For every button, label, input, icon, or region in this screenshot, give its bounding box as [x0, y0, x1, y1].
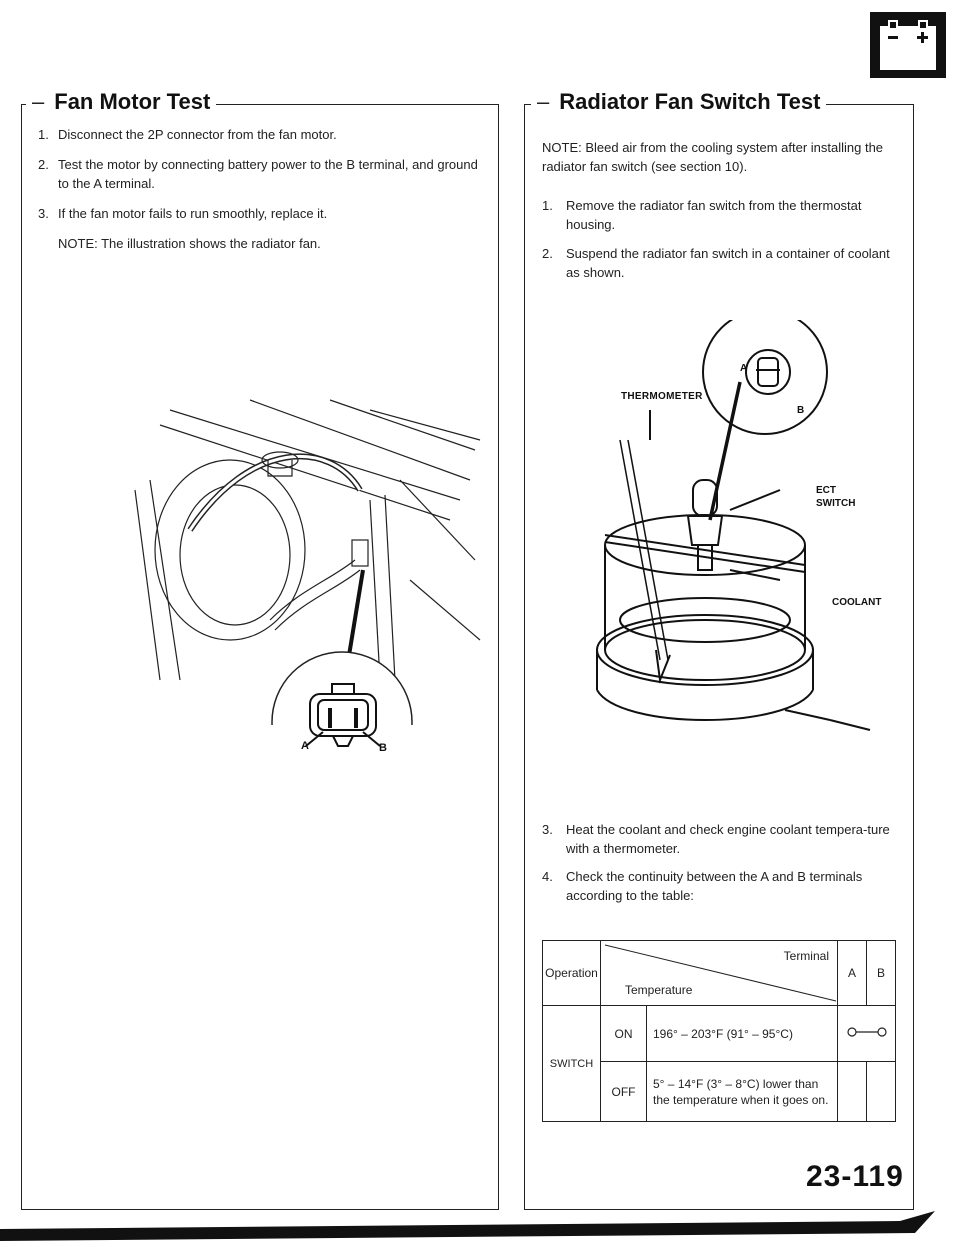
coolant-container-illustration — [590, 320, 890, 740]
fan-switch-title: – Radiator Fan Switch Test — [531, 89, 826, 115]
step-item — [38, 155, 488, 193]
step-item — [38, 125, 488, 144]
ect-label-line1: ECT — [816, 485, 836, 496]
continuity-off-b — [867, 1062, 896, 1122]
fan-switch-title-text: Radiator Fan Switch Test — [559, 89, 821, 114]
step-item — [542, 244, 902, 282]
step-number: 4. — [542, 869, 553, 884]
step-number: 2. — [542, 246, 553, 261]
switch-terminal-b-label: B — [797, 405, 805, 416]
fan-motor-steps — [38, 125, 488, 253]
bottom-bar — [0, 1207, 960, 1242]
temperature-header: Temperature — [625, 983, 693, 997]
fan-connector-detail — [268, 668, 418, 778]
fan-motor-title: – Fan Motor Test — [26, 89, 216, 115]
continuity-off-a — [838, 1062, 867, 1122]
fan-switch-steps-after — [542, 820, 902, 905]
step-item — [542, 196, 902, 234]
step-text: If the fan motor fails to run smoothly, replace it. — [58, 206, 328, 221]
fan-switch-steps-before — [542, 196, 902, 282]
step-number: 1. — [38, 127, 49, 142]
switch-terminal-a-label: A — [740, 363, 748, 374]
page-number: 23-119 — [806, 1160, 904, 1193]
fan-motor-title-text: Fan Motor Test — [54, 89, 211, 114]
state-off: OFF — [601, 1062, 647, 1122]
fan-note: NOTE: The illustration shows the radiator fan. — [58, 236, 321, 251]
step-item — [542, 867, 902, 905]
step-text: Check the continuity between the A and B terminals according to the table: — [566, 869, 863, 903]
operation-header: Operation — [543, 941, 601, 1006]
step-number: 2. — [38, 157, 49, 172]
col-b-header: B — [867, 941, 896, 1006]
state-on: ON — [601, 1006, 647, 1062]
terminal-temperature-header — [601, 941, 838, 1006]
fan-switch-note: NOTE: Bleed air from the cooling system after installing the radiator fan switch (see section 10). — [542, 140, 884, 174]
step-item — [38, 204, 488, 223]
step-text: Remove the radiator fan switch from the thermostat housing. — [566, 198, 862, 232]
ect-label-line2: SWITCH — [816, 498, 856, 509]
battery-icon — [870, 12, 946, 78]
temp-off: 5° – 14°F (3° – 8°C) lower than the temperature when it goes on. — [647, 1062, 838, 1122]
thermometer-label: THERMOMETER — [621, 391, 703, 402]
step-text: Heat the coolant and check engine coolant tempera-ture with a thermometer. — [566, 822, 890, 856]
step-number: 1. — [542, 198, 553, 213]
fan-terminal-b-label: B — [379, 742, 387, 754]
terminal-header: Terminal — [783, 949, 829, 963]
continuity-on — [838, 1006, 896, 1062]
step-number: 3. — [542, 822, 553, 837]
col-a-header: A — [838, 941, 867, 1006]
coolant-label: COOLANT — [832, 597, 882, 608]
step-text: Suspend the radiator fan switch in a container of coolant as shown. — [566, 246, 890, 280]
continuity-table — [542, 940, 896, 1122]
temp-on: 196° – 203°F (91° – 95°C) — [647, 1006, 838, 1062]
step-text: Test the motor by connecting battery power to the B terminal, and ground to the A terminal. — [58, 157, 478, 191]
switch-row-label: SWITCH — [543, 1006, 601, 1122]
step-text: Disconnect the 2P connector from the fan motor. — [58, 127, 337, 142]
step-item — [542, 820, 902, 858]
fan-terminal-a-label: A — [301, 740, 309, 752]
step-number: 3. — [38, 206, 49, 221]
